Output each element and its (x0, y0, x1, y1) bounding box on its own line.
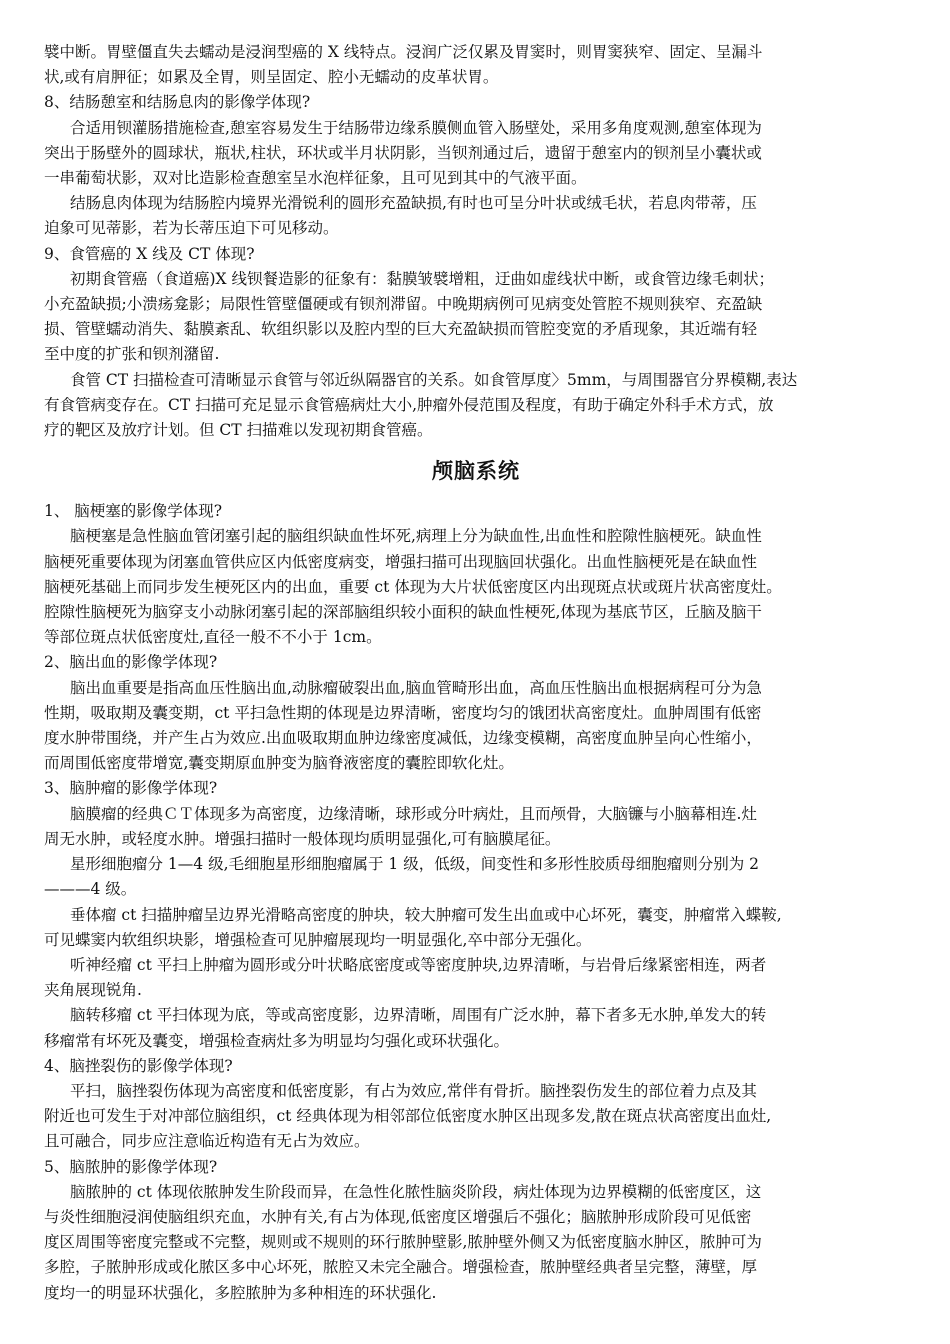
question-heading-4: 4、脑挫裂伤的影像学体现? (44, 1056, 233, 1075)
question-heading-2: 2、脑出血的影像学体现? (44, 653, 218, 672)
text-line: 平扫，脑挫裂伤体现为高密度和低密度影，有占为效应,常伴有骨折。脑挫裂伤发生的部位着力点及其 (70, 1081, 757, 1100)
question-heading-5: 5、脑脓肿的影像学体现? (44, 1157, 218, 1176)
text-line: 结肠息肉体现为结肠腔内境界光滑锐利的圆形充盈缺损,有时也可呈分叶状或绒毛状，若息肉带蒂，压 (70, 194, 757, 213)
paragraph-meningioma (44, 802, 908, 852)
paragraph-astrocytoma (44, 852, 908, 902)
question-heading-8: 8、结肠憩室和结肠息肉的影像学体现? (44, 93, 311, 112)
text-line: 状,或有肩胛征；如累及全胃，则呈固定、腔小无蠕动的皮革状胃。 (44, 68, 499, 87)
text-line: 度均一的明显环状强化，多腔脓肿为多种相连的环状强化. (44, 1283, 437, 1302)
text-line: 脑转移瘤 ct 平扫体现为底，等或高密度影，边界清晰，周围有广泛水肿，幕下者多无水肿,单发大的转 (70, 1006, 767, 1025)
text-line: 小充盈缺损;小溃疡龛影；局限性管壁僵硬或有钡剂滞留。中晚期病例可见病变处管腔不规则狭窄、充盈缺 (44, 295, 763, 314)
paragraph-pituitary (44, 903, 908, 953)
text-line: 等部位斑点状低密度灶,直径一般不不小于 1cm。 (44, 628, 382, 647)
text-line: 附近也可发生于对冲部位脑组织，ct 经典体现为相邻部位低密度水肿区出现多发,散在斑点状高密度出血灶, (44, 1107, 772, 1126)
text-line: 垂体瘤 ct 扫描肿瘤呈边界光滑略高密度的肿块，较大肿瘤可发生出血或中心坏死，囊变，肿瘤常入蝶鞍, (70, 905, 782, 924)
text-line: 脑膜瘤的经典ＣＴ体现多为高密度，边缘清晰，球形或分叶病灶，且而颅骨，大脑镰与小脑幕相连.灶 (70, 804, 757, 823)
text-line: 迫象可见蒂影，若为长蒂压迫下可见移动。 (44, 219, 339, 238)
text-line: 疗的靶区及放疗计划。但 CT 扫描难以发现初期食管癌。 (44, 421, 433, 440)
text-line: 而周围低密度带增宽,囊变期原血肿变为脑脊液密度的囊腔即软化灶。 (44, 754, 514, 773)
text-line: 可见蝶窦内软组织块影，增强检查可见肿瘤展现均一明显强化,卒中部分无强化。 (44, 930, 592, 949)
text-line: 突出于肠壁外的圆球状，瓶状,柱状，环状或半月状阴影，当钡剂通过后，遗留于憩室内的钡剂呈小囊状或 (44, 143, 762, 162)
text-line: 襞中断。胃壁僵直失去蠕动是浸润型癌的 X 线特点。浸润广泛仅累及胃窦时，则胃窦狭窄、固定、呈漏斗 (44, 43, 763, 61)
text-line: 至中度的扩张和钡剂潴留. (44, 345, 220, 364)
text-line: 初期食管癌（食道癌)X 线钡餐造影的征象有：黏膜皱襞增粗，迂曲如虚线状中断，或食管边缘毛刺状； (70, 269, 775, 288)
paragraph-abscess (44, 1180, 908, 1306)
text-line: 脑脓肿的 ct 体现依脓肿发生阶段而异，在急性化脓性脑炎阶段，病灶体现为边界模糊的低密度区，这 (70, 1182, 762, 1201)
text-line: 食管 CT 扫描检查可清晰显示食管与邻近纵隔器官的关系。如食管厚度〉5mm，与周围器官分界模糊,表达 (70, 370, 798, 389)
paragraph-hemorrhage (44, 676, 908, 777)
paragraph-diverticulum (44, 116, 908, 192)
text-line: 度水肿带围绕，并产生占为效应.出血吸取期血肿边缘密度减低，边缘变模糊，高密度血肿呈向心性缩小， (44, 729, 762, 748)
text-line: 有食管病变存在。CT 扫描可充足显示食管癌病灶大小,肿瘤外侵范围及程度，有助于确定外科手术方式，放 (44, 395, 774, 414)
text-line: 脑梗塞是急性脑血管闭塞引起的脑组织缺血性坏死,病理上分为缺血性,出血性和腔隙性脑梗死。缺血性 (70, 527, 762, 546)
paragraph-metastasis (44, 1003, 908, 1053)
text-line: ———4 级。 (44, 880, 137, 899)
paragraph-infarction (44, 524, 908, 650)
text-line: 合适用钡灌肠措施检查,憩室容易发生于结肠带边缘系膜侧血管入肠壁处，采用多角度观测,憩室体现为 (70, 118, 762, 137)
text-line: 移瘤常有坏死及囊变，增强检查病灶多为明显均匀强化或环状强化。 (44, 1031, 510, 1050)
paragraph-polyp (44, 191, 908, 241)
text-line: 损、管壁蠕动消失、黏膜紊乱、软组织影以及腔内型的巨大充盈缺损而管腔变宽的矛盾现象，其近端有轻 (44, 320, 758, 339)
text-line: 且可融合，同步应注意临近构造有无占为效应。 (44, 1132, 370, 1151)
question-heading-9: 9、食管癌的 X 线及 CT 体现? (44, 244, 255, 263)
paragraph-contusion (44, 1079, 908, 1155)
paragraph-acoustic-neuroma (44, 953, 908, 1003)
question-heading-3: 3、脑肿瘤的影像学体现? (44, 779, 218, 798)
text-line: 脑梗死基础上而同步发生梗死区内的出血，重要 ct 体现为大片状低密度区内出现斑点状或斑片状高密度灶。 (44, 577, 782, 596)
text-line: 腔隙性脑梗死为脑穿支小动脉闭塞引起的深部脑组织较小面积的缺血性梗死,体现为基底节区，丘脑及脑干 (44, 603, 762, 622)
text-line: 度区周围等密度完整或不完整，规则或不规则的环行脓肿壁影,脓肿壁外侧又为低密度脑水肿区，脓肿可为 (44, 1233, 762, 1252)
section-title: 颅脑系统 (432, 459, 520, 484)
text-line: 脑梗死重要体现为闭塞血管供应区内低密度病变，增强扫描可出现脑回状强化。出血性脑梗死是在缺血性 (44, 552, 758, 571)
text-line: 周无水肿，或轻度水肿。增强扫描时一般体现均质明显强化,可有脑膜尾征。 (44, 829, 561, 848)
text-line: 夹角展现锐角. (44, 981, 142, 1000)
paragraph-esophageal-xray (44, 267, 908, 368)
intro-paragraph (44, 40, 908, 90)
text-line: 性期，吸取期及囊变期，ct 平扫急性期的体现是边界清晰，密度均匀的饿团状高密度灶。血肿周围有低密 (44, 703, 762, 722)
text-line: 星形细胞瘤分 1—4 级,毛细胞星形细胞瘤属于 1 级，低级，间变性和多形性胶质母细胞瘤则分别为 2 (70, 855, 760, 874)
text-line: 一串葡萄状影，双对比造影检查憩室呈水泡样征象，且可见到其中的气液平面。 (44, 169, 587, 188)
text-line: 脑出血重要是指高血压性脑出血,动脉瘤破裂出血,脑血管畸形出血，高血压性脑出血根据病程可分为急 (70, 678, 762, 697)
text-line: 听神经瘤 ct 平扫上肿瘤为圆形或分叶状略底密度或等密度肿块,边界清晰，与岩骨后缘紧密相连，两者 (70, 955, 767, 974)
text-line: 多腔，子脓肿形成或化脓区多中心坏死，脓腔又未完全融合。增强检查，脓肿壁经典者呈完整，薄壁，厚 (44, 1258, 758, 1277)
text-line: 与炎性细胞浸润使脑组织充血，水肿有关,有占为体现,低密度区增强后不强化；脑脓肿形成阶段可见低密 (44, 1207, 752, 1226)
question-heading-1: 1、 脑梗塞的影像学体现? (44, 502, 223, 521)
paragraph-esophageal-ct (44, 368, 908, 444)
